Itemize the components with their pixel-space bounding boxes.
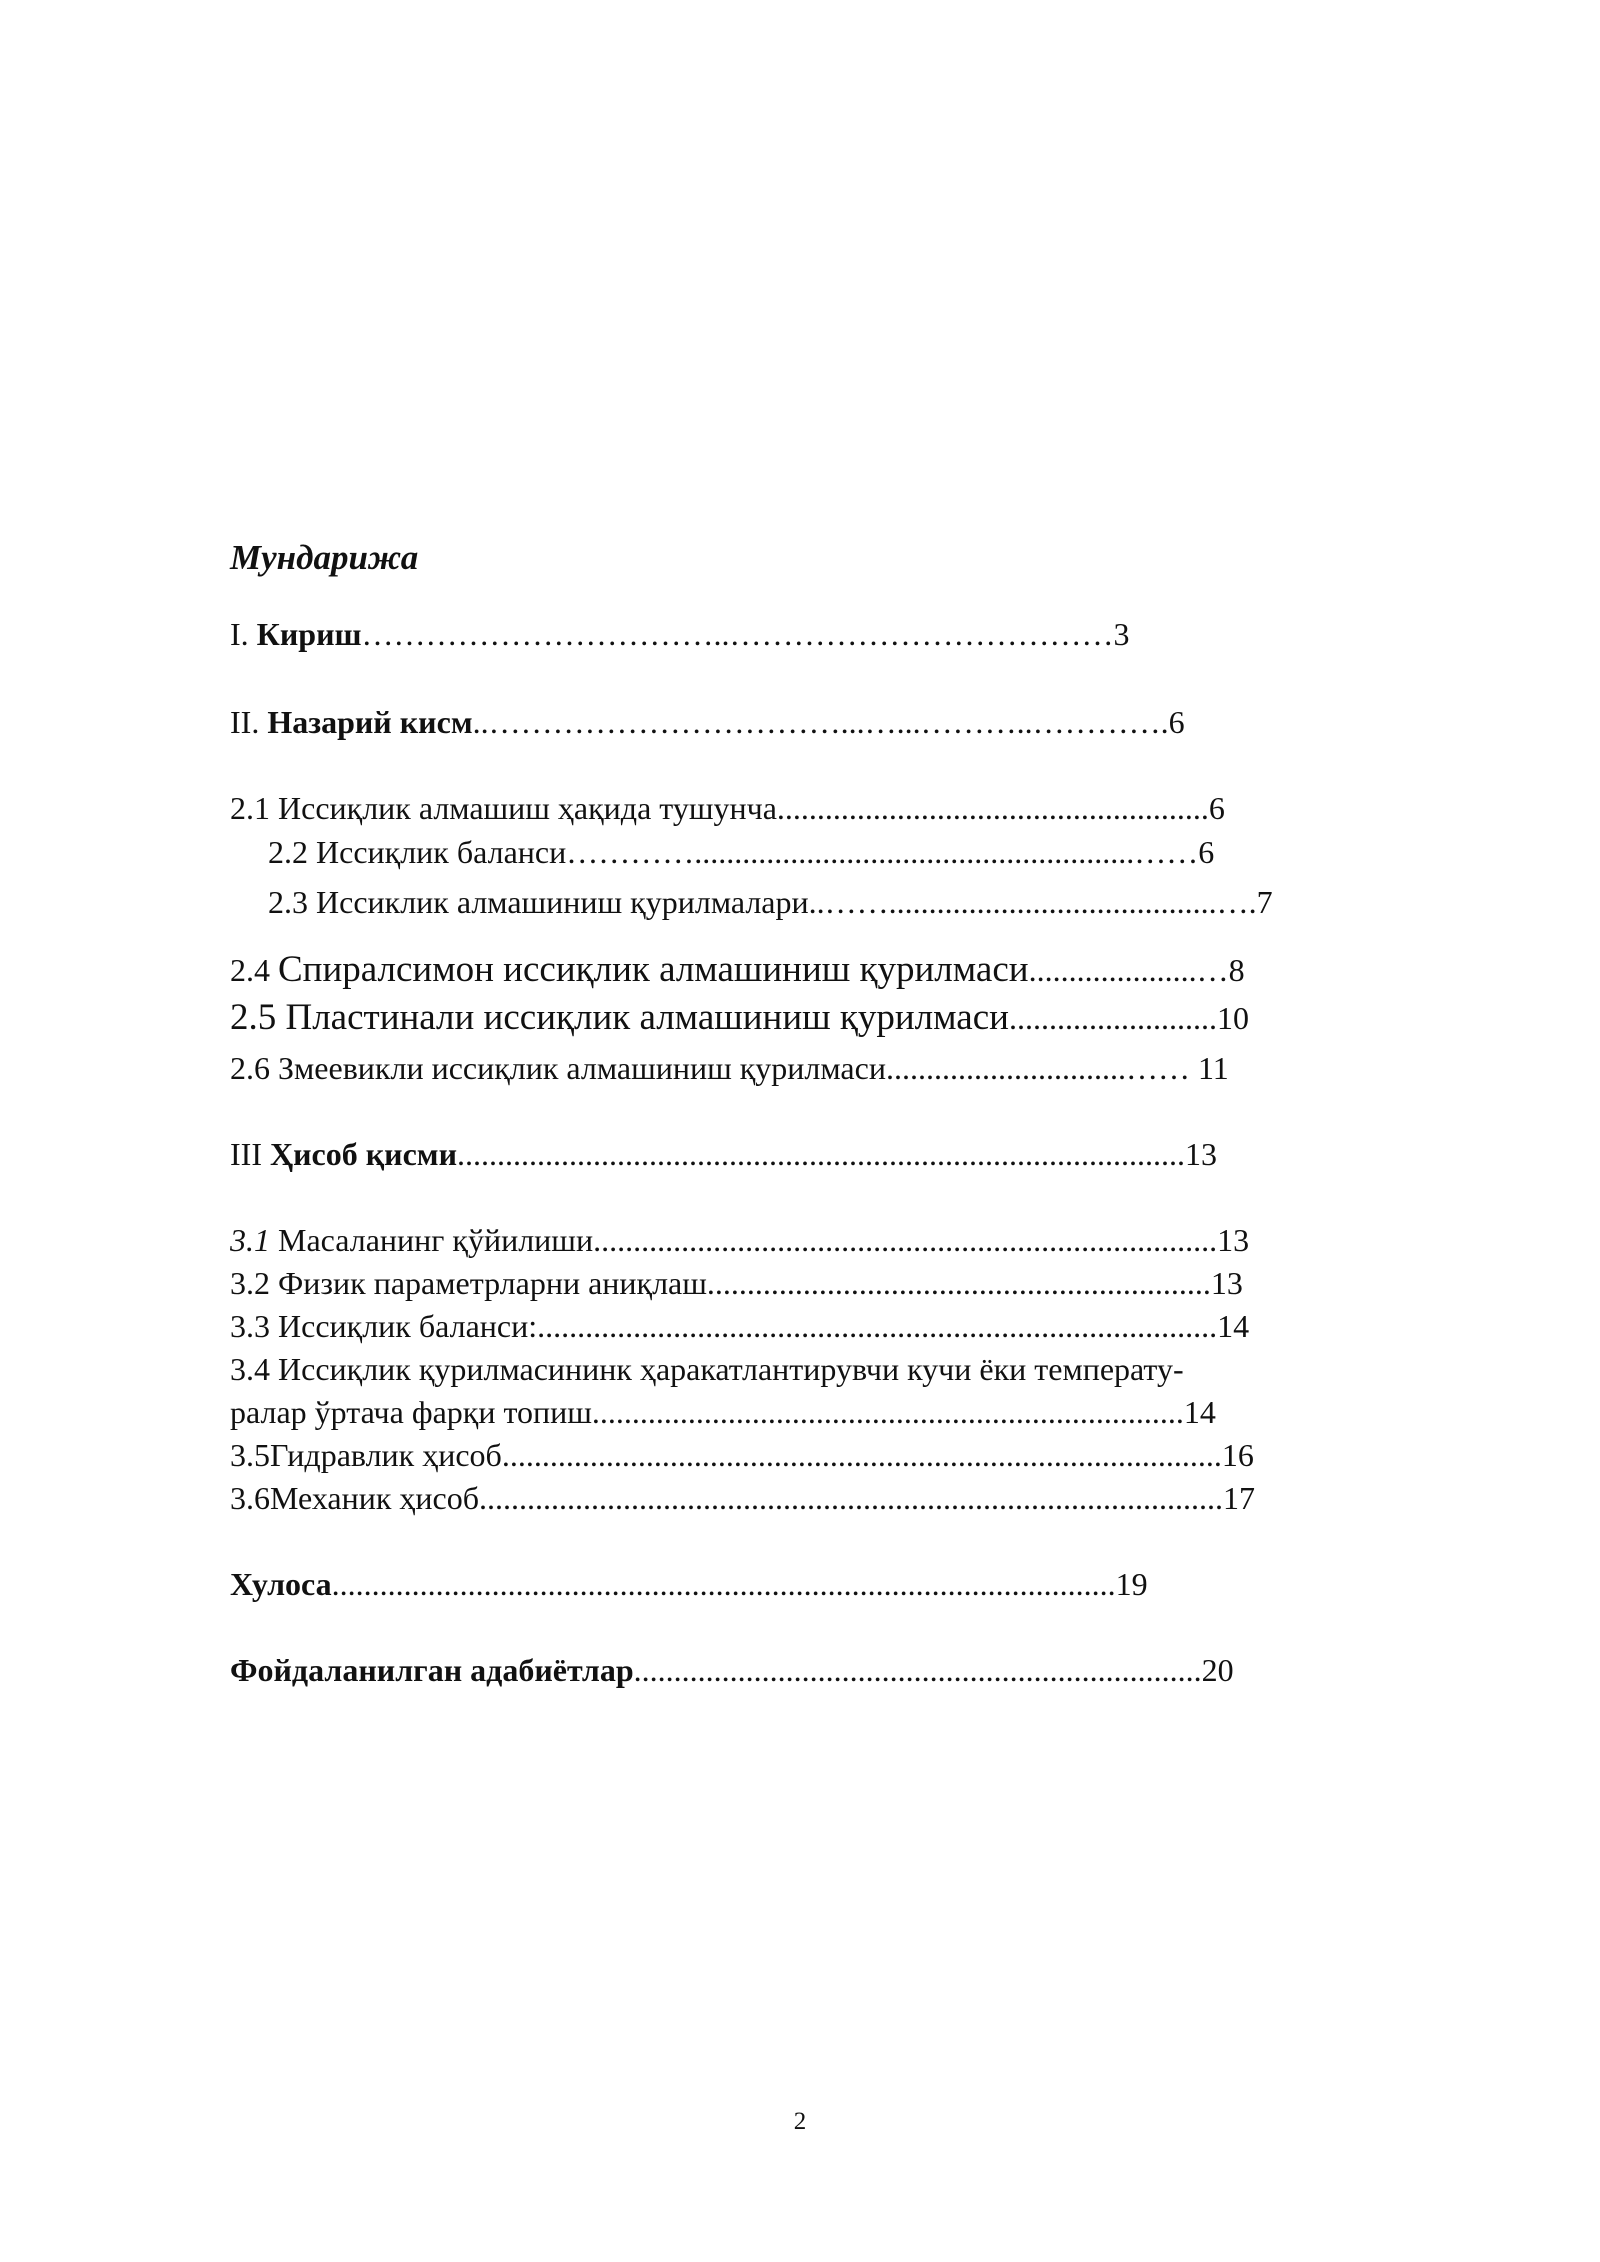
- toc-entry-label: Механик ҳисоб: [270, 1480, 479, 1516]
- toc-entry-label: Иссиқлик қурилмасининк ҳаракатлантирувчи кучи ёки температу-: [278, 1351, 1184, 1387]
- toc-entry-leader: ..........................................................................................: [501, 1437, 1222, 1473]
- toc-entry-references: [230, 1648, 1234, 1692]
- toc-entry-2-3: [268, 880, 1273, 924]
- toc-entry-label: ралар ўртача фарқи топиш: [230, 1394, 592, 1430]
- toc-entry-prefix: 2.5: [230, 997, 286, 1038]
- toc-entry-prefix: 2.4: [230, 952, 278, 988]
- toc-entry-prefix: 3.5: [230, 1437, 270, 1473]
- toc-entry-label: Иссиклик алмашиниш қурилмалари: [316, 884, 809, 920]
- toc-entry-leader: ..............................................................................: [593, 1222, 1218, 1258]
- toc-entry-page: 19: [1115, 1566, 1148, 1602]
- toc-entry-label: Гидравлик ҳисоб: [270, 1437, 502, 1473]
- toc-entry-leader: ..........................: [1008, 1000, 1217, 1036]
- toc-entry-leader: .....................…: [1028, 952, 1229, 988]
- toc-entry-label: Фойдаланилган адабиётлар: [230, 1652, 634, 1688]
- toc-entry-label: Спиралсимон иссиқлик алмашиниш қурилмаси: [278, 949, 1029, 990]
- toc-entry-label: Масаланинг қўйилиши: [270, 1222, 594, 1258]
- toc-entry-page: 13: [1185, 1136, 1218, 1172]
- toc-entry-leader: ..............................……: [885, 1050, 1190, 1086]
- toc-entry-prefix: 3.6: [230, 1480, 270, 1516]
- toc-entry-leader: ………….......................................................……: [566, 834, 1199, 870]
- toc-entry-leader: ...............................................................: [706, 1265, 1211, 1301]
- toc-entry-page: 14: [1217, 1308, 1250, 1344]
- toc-entry-prefix: 2.2: [268, 834, 316, 870]
- toc-entry-leader: ......................................................: [776, 790, 1209, 826]
- toc-entry-page: 6: [1168, 704, 1185, 740]
- toc-entry-label: Кириш: [256, 616, 362, 652]
- toc-entry-leader: .....................................................................................: [537, 1308, 1218, 1344]
- toc-entry-label: Физик параметрларни аниқлаш: [278, 1265, 707, 1301]
- toc-entry-page: 7: [1256, 884, 1273, 920]
- toc-entry-label: Змеевикли иссиқлик алмашиниш қурилмаси: [278, 1050, 886, 1086]
- toc-entry-3-4: [230, 1347, 1184, 1391]
- toc-entry-2-4: [230, 948, 1245, 992]
- toc-entry-label: Иссиқлик алмашиш ҳақида тушунча: [278, 790, 777, 826]
- toc-entry-page: 17: [1223, 1480, 1255, 1516]
- toc-entry-prefix: II.: [230, 704, 268, 740]
- toc-entry-page: 16: [1221, 1437, 1254, 1473]
- toc-entry-3-6: [230, 1476, 1255, 1520]
- toc-entry-prefix: 3.1: [230, 1222, 270, 1258]
- toc-entry-prefix: 2.3: [268, 884, 316, 920]
- toc-entry-label: Ҳисоб қисми: [269, 1136, 458, 1172]
- toc-entry-page: 8: [1228, 952, 1245, 988]
- toc-entry-3-5: [230, 1433, 1254, 1477]
- toc-entry-leader: ..……………………………...…...………..………….: [472, 704, 1169, 740]
- toc-entry-page: 13: [1217, 1222, 1250, 1258]
- toc-entry-3-4-continued: [230, 1390, 1216, 1434]
- toc-entry-calculation: [230, 1132, 1217, 1176]
- toc-entry-leader: ..…….........................................….: [808, 884, 1257, 920]
- toc-entry-page: 10: [1216, 1000, 1249, 1036]
- toc-entry-page: 14: [1183, 1394, 1216, 1430]
- toc-entry-prefix: I.: [230, 616, 257, 652]
- toc-entry-page: 3: [1113, 616, 1130, 652]
- page-number: 2: [793, 2108, 807, 2135]
- toc-entry-page: 6: [1208, 790, 1225, 826]
- toc-entry-prefix: 3.3: [230, 1308, 278, 1344]
- toc-entry-label: Пластинали иссиқлик алмашиниш қурилмаси: [285, 997, 1009, 1038]
- toc-entry-label: Иссиқлик баланси:: [278, 1308, 538, 1344]
- toc-entry-leader: .............................................................................................: [479, 1480, 1223, 1516]
- toc-entry-leader: ……………………………..………………………………: [361, 616, 1114, 652]
- toc-entry-2-5: [230, 996, 1249, 1040]
- toc-entry-prefix: 3.2: [230, 1265, 278, 1301]
- toc-entry-conclusion: [230, 1562, 1148, 1606]
- toc-entry-label: Хулоса: [230, 1566, 332, 1602]
- toc-entry-label: Назарий кисм: [267, 704, 473, 740]
- toc-entry-page: 13: [1210, 1265, 1243, 1301]
- toc-title: Мундарижа: [230, 538, 419, 577]
- toc-entry-theory: [230, 700, 1185, 744]
- toc-entry-2-6: [230, 1046, 1229, 1090]
- toc-entry-prefix: 2.6: [230, 1050, 278, 1086]
- toc-entry-prefix: 3.4: [230, 1351, 278, 1387]
- toc-entry-page: 20: [1201, 1652, 1234, 1688]
- toc-entry-2-1: [230, 786, 1225, 830]
- toc-entry-leader: .......................................................................: [633, 1652, 1202, 1688]
- toc-entry-3-2: [230, 1261, 1243, 1305]
- toc-entry-leader: ..........................................................................: [591, 1394, 1184, 1430]
- toc-entry-3-3: [230, 1304, 1249, 1348]
- toc-entry-label: Иссиқлик баланси: [316, 834, 567, 870]
- toc-entry-prefix: III: [230, 1136, 270, 1172]
- toc-entry-2-2: [268, 830, 1214, 874]
- toc-entry-3-1: [230, 1218, 1249, 1262]
- toc-entry-page: 11: [1189, 1050, 1229, 1086]
- toc-entry-prefix: 2.1: [230, 790, 278, 826]
- toc-entry-leader: ..................................................................................................: [331, 1566, 1116, 1602]
- toc-entry-page: 6: [1198, 834, 1215, 870]
- toc-entry-introduction: [230, 612, 1130, 656]
- toc-entry-leader: ...........................................................................................: [457, 1136, 1186, 1172]
